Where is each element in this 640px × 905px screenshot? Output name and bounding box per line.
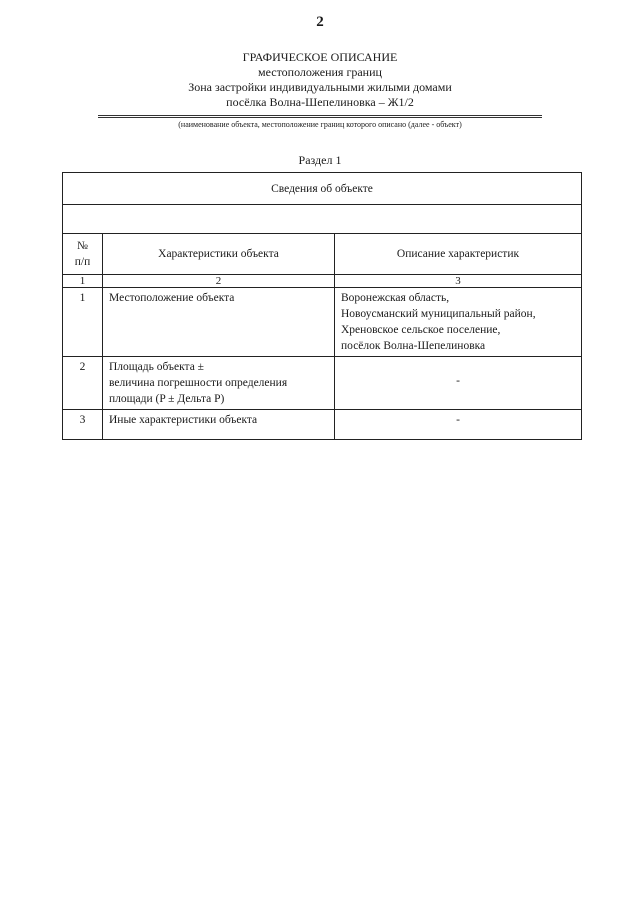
row-description-line: Новоусманский муниципальный район, [341,308,536,320]
object-info-table [62,172,582,440]
row-description-line: Воронежская область, [341,292,450,304]
header-num [63,234,103,275]
table-title-row [63,173,582,205]
row-description [335,410,582,440]
row-num: 2 [63,357,103,410]
row-description-line: Хреновское сельское поселение, [341,324,501,336]
header-num-line-1: № [77,240,88,252]
table-header-row [63,234,582,275]
table-title: Сведения об объекте [63,173,582,205]
row-characteristic-line: Площадь объекта ± [109,361,204,373]
row-description-line: посёлок Волна-Шепелиновка [341,340,486,352]
heading-title: ГРАФИЧЕСКОЕ ОПИСАНИЕ [242,50,398,64]
section-title: Раздел 1 [298,153,342,167]
header-num-line-2: п/п [74,256,91,268]
table-empty-cell [63,205,582,234]
row-num: 1 [63,288,103,357]
header-description: Описание характеристик [335,234,582,275]
row-characteristic-line: площади (P ± Дельта P) [109,393,225,405]
heading-subtitle: местоположения границ [258,65,382,79]
column-number-row [63,275,582,288]
object-caption: (наименование объекта, местоположение границ которого описано (далее - объект) [178,120,462,129]
underline-top [98,115,542,116]
page-number: 2 [316,14,324,30]
row-description-dash: - [456,414,460,426]
table-row [63,410,582,440]
row-num: 3 [63,410,103,440]
row-description-dash: - [456,375,460,387]
heading-zone: Зона застройки индивидуальными жилыми домами [188,80,452,94]
row-characteristic-line: Местоположение объекта [109,292,235,304]
column-number-2: 2 [103,275,335,288]
row-characteristic [103,288,335,357]
table-row [63,288,582,357]
column-number-1: 1 [63,275,103,288]
row-characteristic [103,357,335,410]
row-characteristic-line: Иные характеристики объекта [109,414,258,426]
document-heading [0,50,640,110]
row-characteristic-line: величина погрешности определения [109,377,288,389]
row-description [335,357,582,410]
row-characteristic [103,410,335,440]
table-row [63,357,582,410]
row-description [335,288,582,357]
column-number-3: 3 [335,275,582,288]
header-characteristics: Характеристики объекта [103,234,335,275]
underline-bottom [98,117,542,118]
heading-place: посёлка Волна-Шепелиновка – Ж1/2 [226,95,414,109]
table-empty-row [63,205,582,234]
